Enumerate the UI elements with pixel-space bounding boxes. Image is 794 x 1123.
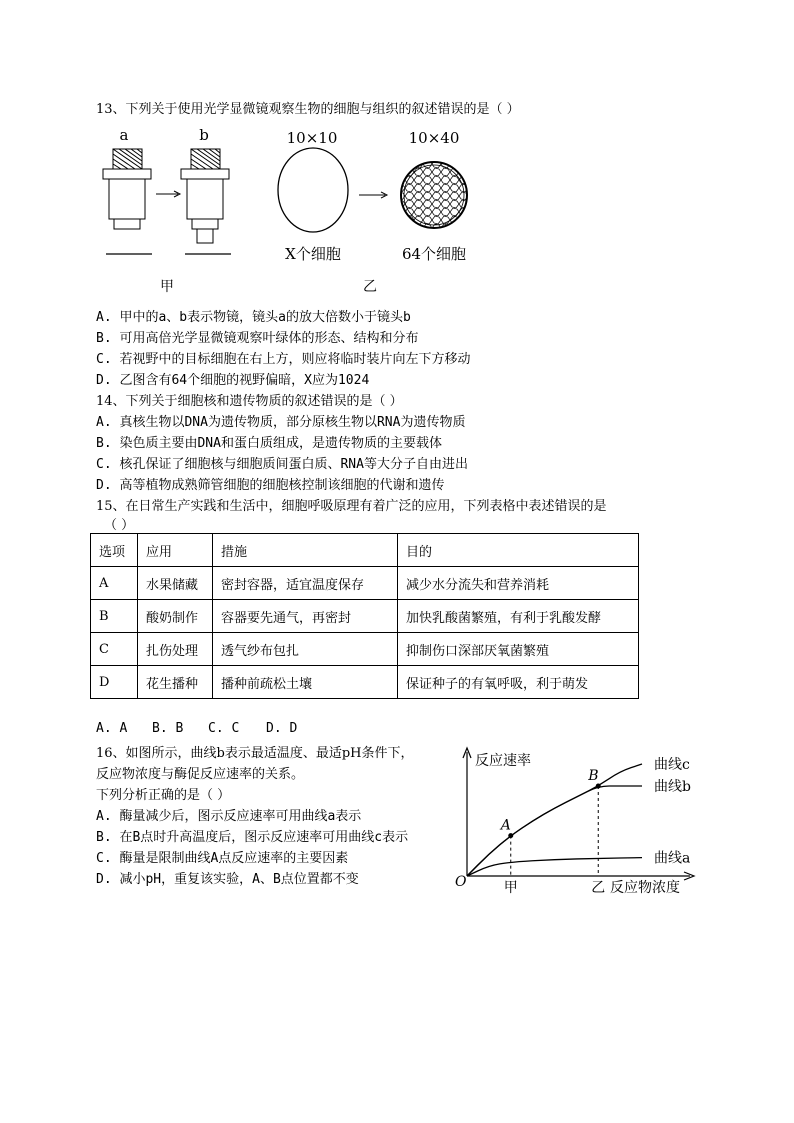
- mag-low-label: 10×10: [286, 129, 338, 147]
- table-row: [91, 600, 639, 633]
- table-header-cell: 选项: [91, 534, 138, 567]
- fig-jia-label: 甲: [160, 279, 174, 295]
- q16-stem-line1: 16、如图所示，曲线b表示最适温度、最适pH条件下，: [96, 746, 414, 761]
- table-cell: 抑制伤口深部厌氧菌繁殖: [398, 633, 639, 666]
- table-cell: 容器要先通气，再密封: [213, 600, 398, 633]
- q14-option-d[interactable]: D. 高等植物成熟筛管细胞的细胞核控制该细胞的代谢和遗传: [96, 478, 445, 493]
- origin-label: O: [455, 874, 467, 890]
- q14-option-a[interactable]: A. 真核生物以DNA为遗传物质，部分原核生物以RNA为遗传物质: [96, 415, 466, 430]
- table-cell: A: [91, 567, 138, 600]
- point-label: B: [588, 768, 599, 785]
- q16-option-b[interactable]: B. 在B点时升高温度后，图示反应速率可用曲线c表示: [96, 830, 409, 845]
- fig-yi-label: 乙: [363, 279, 377, 295]
- cells-64-label: 64个细胞: [401, 245, 467, 263]
- q13-option-c[interactable]: C. 若视野中的目标细胞在右上方，则应将临时装片向左下方移动: [96, 352, 471, 367]
- table-header-cell: 目的: [398, 534, 639, 567]
- table-cell: B: [91, 600, 138, 633]
- enzyme-rate-chart: [450, 742, 710, 902]
- objective-lens-b-icon: [181, 149, 229, 243]
- cells-x-label: X个细胞: [285, 245, 341, 263]
- arrow-right-icon: [359, 192, 387, 198]
- series-label: 曲线c: [654, 757, 690, 773]
- table-cell: 减少水分流失和营养消耗: [398, 567, 639, 600]
- field-high-mag-cells: [400, 161, 470, 231]
- q16-option-d[interactable]: D. 减小pH，重复该实验，A、B点位置都不变: [96, 872, 359, 887]
- q14-option-b[interactable]: B. 染色质主要由DNA和蛋白质组成，是遗传物质的主要载体: [96, 436, 442, 451]
- table-header-cell: 措施: [213, 534, 398, 567]
- series-label: 曲线b: [654, 779, 691, 796]
- table-cell: 播种前疏松土壤: [213, 666, 398, 699]
- field-low-mag: [278, 148, 348, 232]
- respiration-table: [90, 533, 639, 699]
- table-row: [91, 633, 639, 666]
- q14-stem: 14、下列关于细胞核和遗传物质的叙述错误的是（ ）: [96, 394, 403, 409]
- x-tick-label: 乙: [591, 880, 606, 896]
- q13-option-d[interactable]: D. 乙图含有64个细胞的视野偏暗，X应为1024: [96, 373, 370, 388]
- table-cell: 保证种子的有氧呼吸，利于萌发: [398, 666, 639, 699]
- mag-high-label: 10×40: [408, 129, 460, 147]
- series-line-2: [467, 786, 642, 876]
- series-label: 曲线a: [654, 850, 691, 867]
- point-label: A: [500, 817, 511, 834]
- x-axis-label: 反应物浓度: [610, 880, 680, 896]
- x-tick-label: 甲: [503, 880, 518, 896]
- q14-option-c[interactable]: C. 核孔保证了细胞核与细胞质间蛋白质、RNA等大分子自由进出: [96, 457, 468, 472]
- table-cell: 透气纱布包扎: [213, 633, 398, 666]
- q15-answer-b[interactable]: B. B: [152, 721, 184, 736]
- q15-answer-a[interactable]: A. A: [96, 721, 128, 736]
- table-cell: 加快乳酸菌繁殖，有利于乳酸发酵: [398, 600, 639, 633]
- table-cell: D: [91, 666, 138, 699]
- arrow-right-icon: [156, 191, 180, 197]
- q15-stem-paren: （ ）: [104, 518, 135, 533]
- table-cell: 花生播种: [138, 666, 213, 699]
- q15-answer-c[interactable]: C. C: [208, 721, 240, 736]
- q13-stem: 13、下列关于使用光学显微镜观察生物的细胞与组织的叙述错误的是（ ）: [96, 102, 520, 117]
- q15-stem: 15、在日常生产实践和生活中，细胞呼吸原理有着广泛的应用，下列表格中表述错误的是: [96, 499, 607, 514]
- table-cell: 酸奶制作: [138, 600, 213, 633]
- table-cell: 水果储藏: [138, 567, 213, 600]
- microscope-figure: [0, 0, 794, 300]
- table-row: [91, 567, 639, 600]
- series-line-3: [467, 858, 642, 876]
- q15-answer-d[interactable]: D. D: [266, 721, 298, 736]
- q16-option-c[interactable]: C. 酶量是限制曲线A点反应速率的主要因素: [96, 851, 349, 866]
- table-row: [91, 666, 639, 699]
- lens-b-label: b: [199, 126, 209, 144]
- table-cell: 密封容器，适宜温度保存: [213, 567, 398, 600]
- table-header-row: [91, 534, 639, 567]
- data-point: [596, 784, 601, 789]
- q16-option-a[interactable]: A. 酶量减少后，图示反应速率可用曲线a表示: [96, 809, 362, 824]
- q16-stem-line3: 下列分析正确的是（ ）: [96, 788, 231, 803]
- table-header-cell: 应用: [138, 534, 213, 567]
- q13-option-a[interactable]: A. 甲中的a、b表示物镜，镜头a的放大倍数小于镜头b: [96, 310, 411, 325]
- objective-lens-a-icon: [103, 149, 151, 229]
- data-point: [508, 833, 513, 838]
- q16-stem-line2: 反应物浓度与酶促反应速率的关系。: [96, 767, 305, 782]
- q13-option-b[interactable]: B. 可用高倍光学显微镜观察叶绿体的形态、结构和分布: [96, 331, 419, 346]
- y-axis-label: 反应速率: [475, 753, 531, 769]
- table-cell: C: [91, 633, 138, 666]
- lens-a-label: a: [119, 126, 129, 144]
- table-cell: 扎伤处理: [138, 633, 213, 666]
